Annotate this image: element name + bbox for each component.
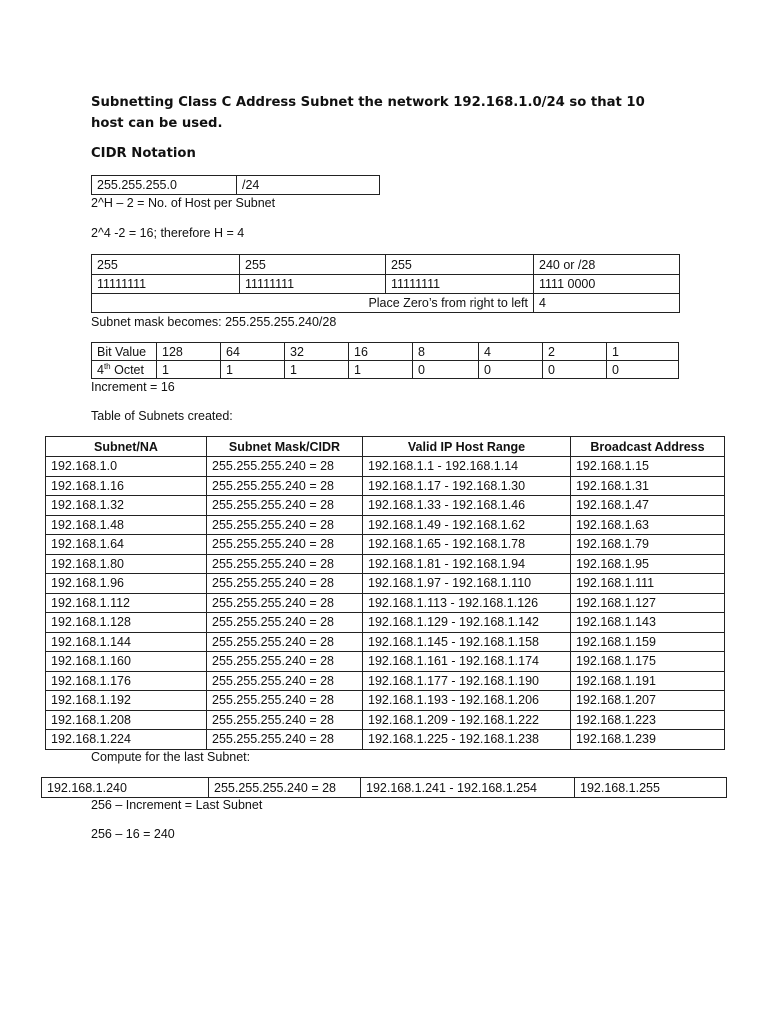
cidr-heading: CIDR Notation: [91, 146, 196, 161]
subnet-mask-result: Subnet mask becomes: 255.255.255.240/28: [91, 315, 337, 329]
broadcast-cell: 192.168.1.175: [571, 652, 725, 672]
octet-bit-cell: 0: [543, 361, 607, 379]
title-line-2: host can be used.: [91, 116, 223, 131]
bit-value-cell: 4: [479, 343, 543, 361]
mask-cell: 255.255.255.240 = 28: [207, 476, 363, 496]
table-row: [46, 535, 725, 555]
octet-bit-cell: 0: [607, 361, 679, 379]
mask-cell: 255.255.255.240 = 28: [207, 691, 363, 711]
subnet-cell: 192.168.1.96: [46, 574, 207, 594]
subnet-cell: 192.168.1.80: [46, 554, 207, 574]
cidr-table: [91, 175, 380, 195]
cidr-mask-cell: 255.255.255.0: [92, 176, 237, 195]
last-mask-cell: 255.255.255.240 = 28: [209, 778, 361, 798]
host-range-cell: 192.168.1.65 - 192.168.1.78: [363, 535, 571, 555]
fourth-octet-label: 4th Octet: [92, 361, 157, 379]
mask-cell: 255.255.255.240 = 28: [207, 632, 363, 652]
host-range-cell: 192.168.1.177 - 192.168.1.190: [363, 671, 571, 691]
subnet-cell: 192.168.1.32: [46, 496, 207, 516]
binary-cell: 11111111: [386, 275, 534, 294]
octet-bit-cell: 1: [157, 361, 221, 379]
octet-bit-cell: 1: [285, 361, 349, 379]
subnet-cell: 192.168.1.224: [46, 730, 207, 750]
mask-cell: 255.255.255.240 = 28: [207, 730, 363, 750]
column-header: Broadcast Address: [571, 437, 725, 457]
table-row: [46, 632, 725, 652]
mask-cell: 255.255.255.240 = 28: [207, 554, 363, 574]
host-range-cell: 192.168.1.129 - 192.168.1.142: [363, 613, 571, 633]
host-range-cell: 192.168.1.97 - 192.168.1.110: [363, 574, 571, 594]
subnet-cell: 192.168.1.208: [46, 710, 207, 730]
column-header: Subnet Mask/CIDR: [207, 437, 363, 457]
subnet-cell: 192.168.1.176: [46, 671, 207, 691]
last-range-cell: 192.168.1.241 - 192.168.1.254: [361, 778, 575, 798]
zero-placement-label: Place Zero’s from right to left: [92, 294, 534, 313]
bit-value-cell: 128: [157, 343, 221, 361]
mask-cell: 255.255.255.240 = 28: [207, 496, 363, 516]
mask-cell: 255.255.255.240 = 28: [207, 652, 363, 672]
broadcast-cell: 192.168.1.31: [571, 476, 725, 496]
broadcast-cell: 192.168.1.63: [571, 515, 725, 535]
subnet-cell: 192.168.1.64: [46, 535, 207, 555]
table-row: [46, 710, 725, 730]
subnet-cell: 192.168.1.128: [46, 613, 207, 633]
column-header: Subnet/NA: [46, 437, 207, 457]
bit-value-cell: 8: [413, 343, 479, 361]
binary-cell: 11111111: [92, 275, 240, 294]
host-calc: 2^4 -2 = 16; therefore H = 4: [91, 226, 245, 240]
last-subnet-formula: 256 – Increment = Last Subnet: [91, 798, 263, 812]
last-subnet-table: [41, 777, 727, 798]
bit-value-cell: 64: [221, 343, 285, 361]
broadcast-cell: 192.168.1.143: [571, 613, 725, 633]
host-range-cell: 192.168.1.1 - 192.168.1.14: [363, 457, 571, 477]
subnet-cell: 192.168.1.112: [46, 593, 207, 613]
mask-cell: 255.255.255.240 = 28: [207, 671, 363, 691]
broadcast-cell: 192.168.1.191: [571, 671, 725, 691]
table-row: [46, 554, 725, 574]
subnet-cell: 192.168.1.144: [46, 632, 207, 652]
subnet-table-body: [46, 457, 725, 750]
broadcast-cell: 192.168.1.47: [571, 496, 725, 516]
table-row: [46, 652, 725, 672]
broadcast-cell: 192.168.1.159: [571, 632, 725, 652]
host-range-cell: 192.168.1.161 - 192.168.1.174: [363, 652, 571, 672]
broadcast-cell: 192.168.1.239: [571, 730, 725, 750]
subnet-cell: 192.168.1.0: [46, 457, 207, 477]
cidr-prefix-cell: /24: [237, 176, 380, 195]
mask-cell: 255.255.255.240 = 28: [207, 613, 363, 633]
octet-cell: 255: [240, 255, 386, 275]
mask-cell: 255.255.255.240 = 28: [207, 574, 363, 594]
host-range-cell: 192.168.1.17 - 192.168.1.30: [363, 476, 571, 496]
host-range-cell: 192.168.1.193 - 192.168.1.206: [363, 691, 571, 711]
broadcast-cell: 192.168.1.95: [571, 554, 725, 574]
subnet-cell: 192.168.1.16: [46, 476, 207, 496]
table-row: [46, 730, 725, 750]
zero-count-cell: 4: [534, 294, 680, 313]
host-formula: 2^H – 2 = No. of Host per Subnet: [91, 196, 276, 210]
table-row: [46, 457, 725, 477]
broadcast-cell: 192.168.1.111: [571, 574, 725, 594]
last-subnet-calc: 256 – 16 = 240: [91, 827, 175, 841]
broadcast-cell: 192.168.1.15: [571, 457, 725, 477]
table-row: [46, 515, 725, 535]
mask-cell: 255.255.255.240 = 28: [207, 515, 363, 535]
host-range-cell: 192.168.1.145 - 192.168.1.158: [363, 632, 571, 652]
broadcast-cell: 192.168.1.79: [571, 535, 725, 555]
broadcast-cell: 192.168.1.127: [571, 593, 725, 613]
octet-bit-cell: 0: [479, 361, 543, 379]
title-line-1: Subnetting Class C Address Subnet the network 192.168.1.0/24 so that 10: [91, 95, 645, 110]
mask-cell: 255.255.255.240 = 28: [207, 710, 363, 730]
table-row: [46, 496, 725, 516]
bit-value-table: [91, 342, 679, 379]
broadcast-cell: 192.168.1.207: [571, 691, 725, 711]
increment-text: Increment = 16: [91, 380, 175, 394]
mask-cell: 255.255.255.240 = 28: [207, 457, 363, 477]
octet-table: [91, 254, 680, 313]
compute-last-caption: Compute for the last Subnet:: [91, 750, 251, 764]
table-row: [46, 671, 725, 691]
mask-cell: 255.255.255.240 = 28: [207, 593, 363, 613]
octet-bit-cell: 0: [413, 361, 479, 379]
last-broadcast-cell: 192.168.1.255: [575, 778, 727, 798]
bit-value-cell: 1: [607, 343, 679, 361]
bit-value-label: Bit Value: [92, 343, 157, 361]
binary-cell: 1111 0000: [534, 275, 680, 294]
host-range-cell: 192.168.1.225 - 192.168.1.238: [363, 730, 571, 750]
subnet-cell: 192.168.1.48: [46, 515, 207, 535]
subnet-table: [45, 436, 725, 750]
octet-cell: 255: [386, 255, 534, 275]
table-caption: Table of Subnets created:: [91, 409, 233, 423]
table-row: [46, 574, 725, 594]
broadcast-cell: 192.168.1.223: [571, 710, 725, 730]
octet-bit-cell: 1: [221, 361, 285, 379]
octet-cell: 240 or /28: [534, 255, 680, 275]
table-row: [46, 613, 725, 633]
octet-bit-cell: 1: [349, 361, 413, 379]
host-range-cell: 192.168.1.113 - 192.168.1.126: [363, 593, 571, 613]
host-range-cell: 192.168.1.33 - 192.168.1.46: [363, 496, 571, 516]
host-range-cell: 192.168.1.209 - 192.168.1.222: [363, 710, 571, 730]
page-title: [91, 92, 645, 134]
bit-value-cell: 32: [285, 343, 349, 361]
column-header: Valid IP Host Range: [363, 437, 571, 457]
octet-cell: 255: [92, 255, 240, 275]
subnet-cell: 192.168.1.192: [46, 691, 207, 711]
table-row: [46, 691, 725, 711]
table-row: [46, 593, 725, 613]
bit-value-cell: 2: [543, 343, 607, 361]
binary-cell: 11111111: [240, 275, 386, 294]
subnet-cell: 192.168.1.160: [46, 652, 207, 672]
table-row: [46, 476, 725, 496]
last-subnet-cell: 192.168.1.240: [42, 778, 209, 798]
host-range-cell: 192.168.1.81 - 192.168.1.94: [363, 554, 571, 574]
mask-cell: 255.255.255.240 = 28: [207, 535, 363, 555]
bit-value-cell: 16: [349, 343, 413, 361]
host-range-cell: 192.168.1.49 - 192.168.1.62: [363, 515, 571, 535]
